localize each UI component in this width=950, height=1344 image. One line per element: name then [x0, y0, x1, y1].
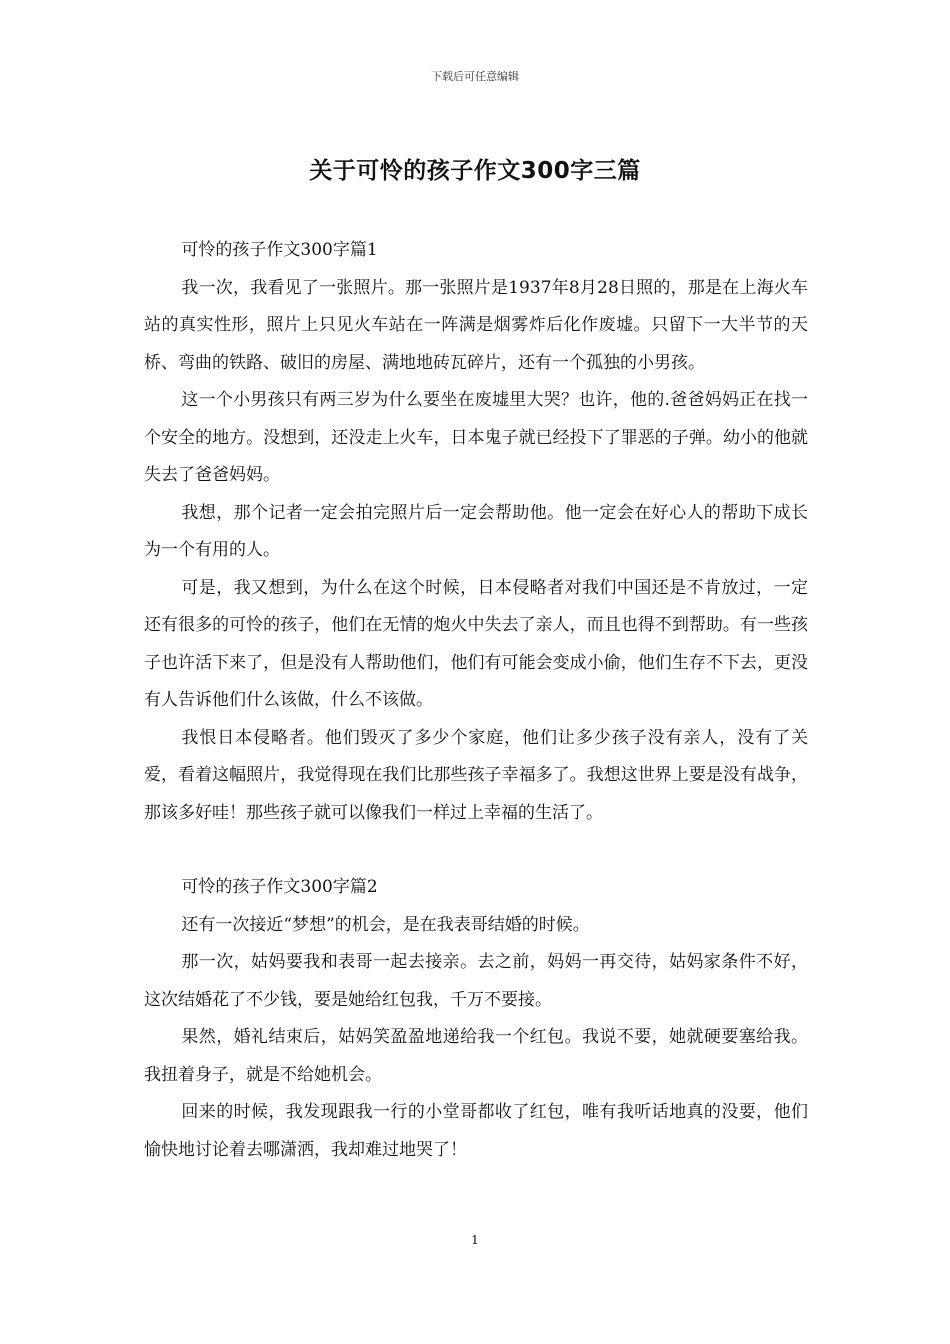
- document-body: [144, 232, 808, 1169]
- paragraph: 这一个小男孩只有两三岁为什么要坐在废墟里大哭？也许，他的.爸爸妈妈正在找一个安全的地方。没想到，还没走上火车，日本鬼子就已经投下了罪恶的子弹。幼小的他就失去了爸爸妈妈。: [144, 390, 808, 485]
- paragraph: 果然，婚礼结束后，姑妈笑盈盈地递给我一个红包。我说不要，她就硬要塞给我。我扭着身子，就是不给她机会。: [144, 1027, 808, 1085]
- header-note: 下载后可任意编辑: [431, 70, 519, 83]
- paragraph: 还有一次接近“梦想”的机会，是在我表哥结婚的时候。: [181, 914, 590, 935]
- paragraph: 那一次，姑妈要我和表哥一起去接亲。去之前，妈妈一再交待，姑妈家条件不好，这次结婚花了不少钱，要是她给红包我，千万不要接。: [144, 952, 808, 1010]
- paragraph: 我想，那个记者一定会拍完照片后一定会帮助他。他一定会在好心人的帮助下成长为一个有用的人。: [144, 502, 808, 560]
- paragraph: 我一次，我看见了一张照片。那一张照片是1937年8月28日照的，那是在上海火车站的真实性形，照片上只见火车站在一阵满是烟雾炸后化作废墟。只留下一大半节的天桥、弯曲的铁路、破旧的房屋、满地地砖瓦碎片，还有一个孤独的小男孩。: [144, 277, 808, 373]
- section-heading: 可怜的孩子作文300字篇1: [181, 240, 378, 260]
- paragraph: 我恨日本侵略者。他们毁灭了多少个家庭，他们让多少孩子没有亲人，没有了关爱，看着这幅照片，我觉得现在我们比那些孩子幸福多了。我想这世界上要是没有战争，那该多好哇！那些孩子就可以像我们一样过上幸福的生活了。: [144, 727, 808, 823]
- section-heading: 可怜的孩子作文300字篇2: [181, 877, 378, 897]
- section-spacer: [144, 832, 808, 869]
- paragraph: 回来的时候，我发现跟我一行的小堂哥都收了红包，唯有我听话地真的没要，他们愉快地讨论着去哪潇洒，我却难过地哭了！: [144, 1102, 808, 1160]
- page-number: 1: [471, 1233, 479, 1247]
- document-title: 关于可怜的孩子作文300字三篇: [309, 158, 641, 184]
- paragraph: 可是，我又想到，为什么在这个时候，日本侵略者对我们中国还是不肯放过，一定还有很多的可怜的孩子，他们在无情的炮火中失去了亲人，而且也得不到帮助。有一些孩子也许活下来了，但是没有人帮助他们，他们有可能会变成小偷，他们生存不下去，更没有人告诉他们什么该做，什么不该做。: [144, 577, 808, 710]
